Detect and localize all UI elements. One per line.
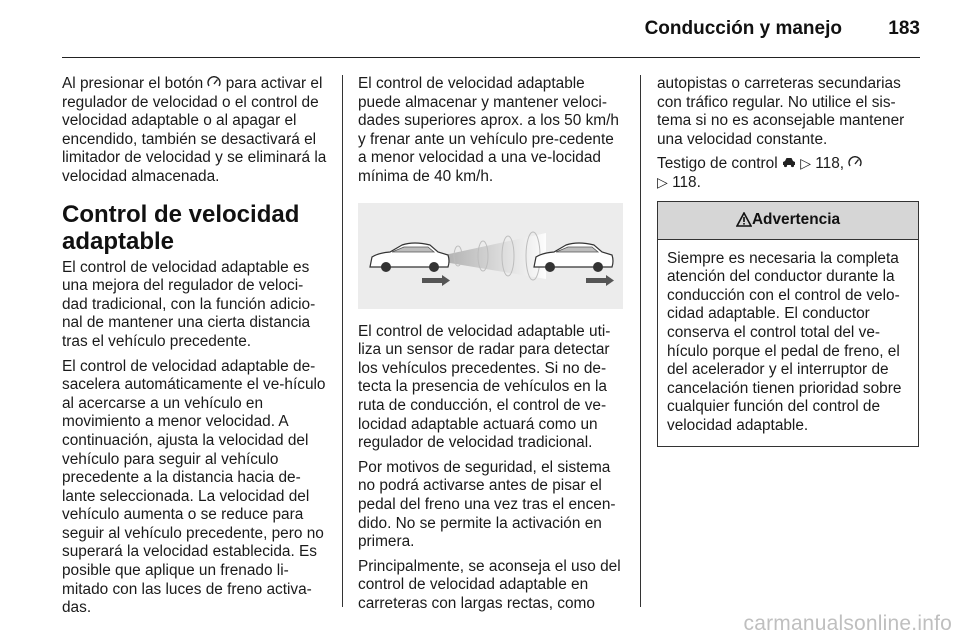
cruise-control-icon (207, 76, 221, 90)
warning-box (657, 201, 919, 447)
own-vehicle (370, 243, 449, 272)
column-1 (62, 75, 328, 624)
paragraph-radar: El control de velocidad adaptable uti-liza un sensor de radar para detectar los vehículos precedentes. Si no de-tecta la presencia de vehículos en la ruta de conducción, el control de ve-locidad adaptable actuará como un regulador de velocidad tradicional. (358, 322, 611, 452)
direction-arrow-left (422, 275, 450, 286)
section-heading: Control de velocidad adaptable (62, 200, 300, 255)
page-number: 183 (888, 18, 920, 39)
warning-triangle-icon (736, 212, 752, 229)
column-divider-2 (640, 75, 641, 607)
column-2 (358, 75, 624, 619)
page-header (0, 0, 960, 62)
radar-diagram (358, 203, 623, 309)
warning-header (658, 202, 918, 240)
paragraph-speed-range: El control de velocidad adaptable puede almacenar y mantener veloci-dades superiores aprox. a los 50 km/h y frenar ante un vehículo pre-cedente a menor velocidad a una ve-locidad mínima de 40 km/h. (358, 75, 619, 185)
section-title: Conducción y manejo (644, 18, 842, 39)
column-divider-1 (342, 75, 343, 607)
paragraph-button-deactivation: Al presionar el botón para activar el regulador de velocidad o el control de velocidad adaptable o al apagar el encendido, también se desactivará el limitador de velocidad y se eliminará la velocidad almacenada. (62, 75, 327, 185)
paragraph-control-light: Testigo de control ▷ 118, ▷ 118. (657, 155, 919, 192)
page-ref-arrow-icon: ▷ (800, 155, 811, 172)
direction-arrow-right (586, 275, 614, 286)
watermark: carmanualsonline.info (743, 612, 952, 635)
header-divider (62, 57, 920, 58)
warning-title: Advertencia (751, 210, 841, 228)
paragraph-deceleration: El control de velocidad adaptable de-sacelera automáticamente el ve-hículo al acercarse a un vehículo en movimiento a menor velocidad. A continuación, ajusta la velocidad del vehículo para seguir al vehículo precedente a la distancia hacia de-lante seleccionada. La velocidad del vehículo aumenta o se reduce para seguir al vehículo precedente, pero no superará la velocidad establecida. Es posible que aplique un frenado li-mitado con las luces de freno activa-das. (62, 357, 326, 617)
paragraph-usage-cont: autopistas o carreteras secundarias con tráfico regular. No utilice el sis-tema si no es aconsejable mantener una velocidad constante. (657, 75, 905, 148)
column-3 (657, 75, 919, 447)
page-ref-arrow-icon: ▷ (657, 173, 668, 190)
warning-body: Siempre es necesaria la completa atención del conductor durante la conducción con el control de velo-cidad adaptable. El conductor conserva el control total del ve-hículo porque el pedal de freno, el del acelerador y el interruptor de cancelación tienen prioridad sobre cualquier función del control de velocidad adaptable. (667, 249, 902, 434)
paragraph-usage: Principalmente, se aconseja el uso del control de velocidad adaptable en carreteras con largas rectas, como (358, 557, 621, 612)
car-icon (782, 156, 796, 170)
paragraph-intro: El control de velocidad adaptable es una mejora del regulador de veloci-dad tradicional, con la función adicio-nal de mantener una cierta distancia tras el vehículo precedente. (62, 258, 316, 350)
paragraph-safety: Por motivos de seguridad, el sistema no podrá activarse antes de pisar el pedal del freno una vez tras el encen-dido. No se permite la activación en primera. (358, 458, 616, 551)
radar-illustration (358, 203, 623, 309)
cruise-control-icon (848, 156, 862, 170)
